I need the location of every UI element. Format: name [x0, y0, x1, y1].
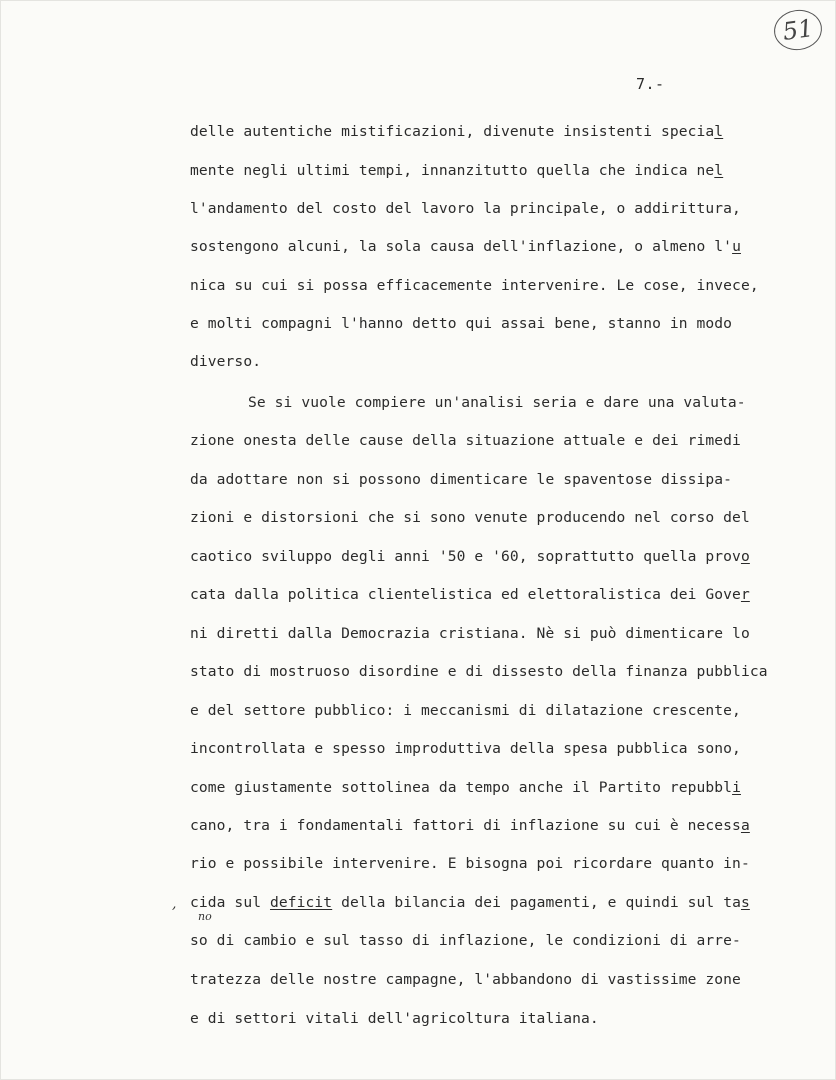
text-line: zioni e distorsioni che si sono venute producendo nel corso del	[190, 509, 750, 526]
handwritten-comma-mark: ,	[172, 896, 177, 912]
text-line: cano, tra i fondamentali fattori di inflazione su cui è necessa	[190, 817, 750, 834]
text-line: da adottare non si possono dimenticare le spaventose dissipa-	[190, 471, 733, 488]
text-line: cata dalla politica clientelistica ed elettoralistica dei Gover	[190, 586, 750, 603]
text-line: come giustamente sottolinea da tempo anche il Partito repubbli	[190, 779, 741, 796]
handwritten-note: no	[198, 910, 212, 923]
text-line: zione onesta delle cause della situazione attuale e dei rimedi	[190, 432, 741, 449]
text-line: delle autentiche mistificazioni, divenute insistenti special	[190, 123, 724, 140]
text-line: mente negli ultimi tempi, innanzitutto quella che indica nel	[190, 162, 724, 179]
text-line: so di cambio e sul tasso di inflazione, le condizioni di arre-	[190, 932, 741, 949]
text-line: cida sul deficit della bilancia dei pagamenti, e quindi sul tas	[190, 894, 750, 911]
text-line: incontrollata e spesso improduttiva della spesa pubblica sono,	[190, 740, 741, 757]
text-line: caotico sviluppo degli anni '50 e '60, soprattutto quella provo	[190, 548, 750, 565]
text-line: nica su cui si possa efficacemente intervenire. Le cose, invece,	[190, 277, 759, 294]
text-line: stato di mostruoso disordine e di dissesto della finanza pubblica	[190, 663, 768, 680]
text-line: tratezza delle nostre campagne, l'abbandono di vastissime zone	[190, 971, 741, 988]
text-line: e di settori vitali dell'agricoltura italiana.	[190, 1010, 599, 1027]
text-line: rio e possibile intervenire. E bisogna poi ricordare quanto in-	[190, 855, 750, 872]
page-number: 7.-	[636, 75, 665, 93]
text-line: Se si vuole compiere un'analisi seria e dare una valuta-	[248, 394, 746, 411]
text-line: sostengono alcuni, la sola causa dell'inflazione, o almeno l'u	[190, 238, 741, 255]
text-line: e molti compagni l'hanno detto qui assai bene, stanno in modo	[190, 315, 733, 332]
page-stamp: 51	[771, 7, 824, 53]
text-line: l'andamento del costo del lavoro la principale, o addirittura,	[190, 200, 741, 217]
text-line: ni diretti dalla Democrazia cristiana. Nè si può dimenticare lo	[190, 625, 750, 642]
text-line: e del settore pubblico: i meccanismi di dilatazione crescente,	[190, 702, 741, 719]
text-line: diverso.	[190, 353, 262, 370]
